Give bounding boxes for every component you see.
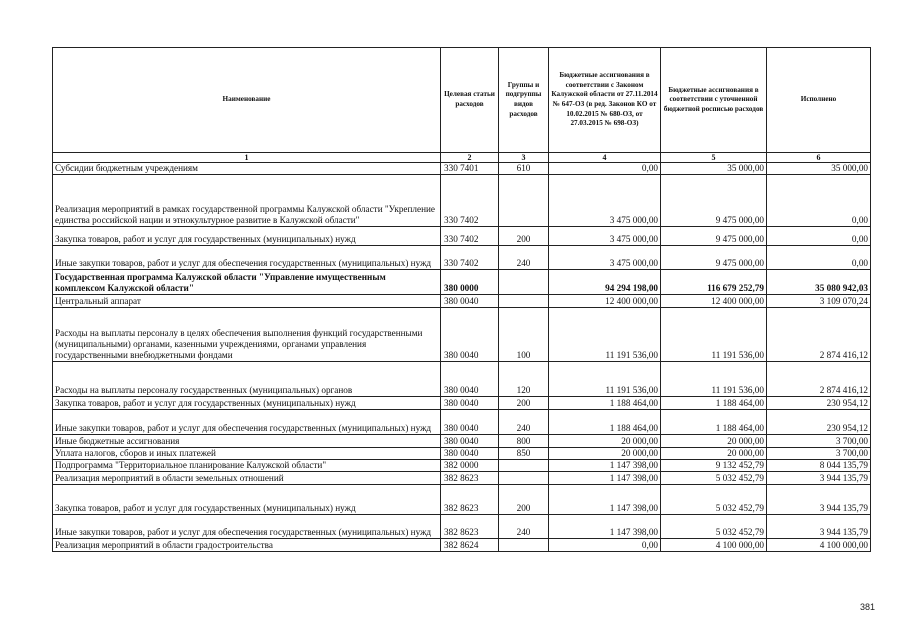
cell-group xyxy=(499,295,549,308)
cell-law: 1 147 398,00 xyxy=(549,515,661,539)
cell-done: 3 109 070,24 xyxy=(767,295,871,308)
cell-refined: 5 032 452,79 xyxy=(661,485,767,515)
cell-name: Реализация мероприятий в области градостроительства xyxy=(53,539,441,552)
cell-code: 380 0040 xyxy=(441,410,499,435)
cell-refined: 9 475 000,00 xyxy=(661,246,767,270)
table-row xyxy=(53,270,871,295)
table-row xyxy=(53,472,871,485)
cell-law: 1 188 464,00 xyxy=(549,397,661,410)
budget-table xyxy=(52,47,871,552)
cell-code: 380 0040 xyxy=(441,295,499,308)
table-body xyxy=(53,163,871,552)
cell-law: 12 400 000,00 xyxy=(549,295,661,308)
table-row xyxy=(53,246,871,270)
cell-group: 850 xyxy=(499,448,549,460)
cell-code: 380 0040 xyxy=(441,397,499,410)
cell-done: 8 044 135,79 xyxy=(767,460,871,472)
column-number: 4 xyxy=(549,153,661,163)
column-number-row xyxy=(53,153,871,163)
cell-name: Закупка товаров, работ и услуг для государственных (муниципальных) нужд xyxy=(53,485,441,515)
cell-code: 382 8623 xyxy=(441,515,499,539)
cell-group: 240 xyxy=(499,410,549,435)
cell-done: 35 000,00 xyxy=(767,163,871,175)
column-number: 1 xyxy=(53,153,441,163)
table-row xyxy=(53,515,871,539)
cell-group: 240 xyxy=(499,515,549,539)
cell-refined: 35 000,00 xyxy=(661,163,767,175)
cell-law: 0,00 xyxy=(549,539,661,552)
cell-done: 3 700,00 xyxy=(767,448,871,460)
cell-group xyxy=(499,270,549,295)
cell-refined: 11 191 536,00 xyxy=(661,308,767,362)
cell-law: 11 191 536,00 xyxy=(549,362,661,397)
cell-name: Уплата налогов, сборов и иных платежей xyxy=(53,448,441,460)
table-row xyxy=(53,460,871,472)
cell-name: Центральный аппарат xyxy=(53,295,441,308)
cell-group xyxy=(499,460,549,472)
table-row xyxy=(53,435,871,448)
cell-code: 380 0040 xyxy=(441,362,499,397)
page-number: 381 xyxy=(860,602,876,612)
cell-law: 1 147 398,00 xyxy=(549,472,661,485)
cell-done: 230 954,12 xyxy=(767,410,871,435)
cell-refined: 5 032 452,79 xyxy=(661,515,767,539)
table-row xyxy=(53,539,871,552)
cell-code: 382 8623 xyxy=(441,485,499,515)
cell-law: 3 475 000,00 xyxy=(549,175,661,227)
cell-code: 380 0040 xyxy=(441,448,499,460)
cell-code: 330 7402 xyxy=(441,175,499,227)
cell-done: 3 700,00 xyxy=(767,435,871,448)
cell-name: Реализация мероприятий в области земельных отношений xyxy=(53,472,441,485)
cell-name: Закупка товаров, работ и услуг для государственных (муниципальных) нужд xyxy=(53,227,441,246)
table-row xyxy=(53,448,871,460)
cell-done: 3 944 135,79 xyxy=(767,472,871,485)
column-number: 6 xyxy=(767,153,871,163)
cell-done: 0,00 xyxy=(767,246,871,270)
cell-code: 330 7401 xyxy=(441,163,499,175)
cell-group: 120 xyxy=(499,362,549,397)
header-name: Наименование xyxy=(53,48,441,153)
cell-law: 1 147 398,00 xyxy=(549,460,661,472)
cell-done: 0,00 xyxy=(767,175,871,227)
cell-name: Расходы на выплаты персоналу государственных (муниципальных) органов xyxy=(53,362,441,397)
cell-code: 330 7402 xyxy=(441,246,499,270)
cell-law: 20 000,00 xyxy=(549,435,661,448)
table-row xyxy=(53,485,871,515)
cell-group: 610 xyxy=(499,163,549,175)
cell-group xyxy=(499,539,549,552)
cell-name: Подпрограмма "Территориальное планирование Калужской области" xyxy=(53,460,441,472)
cell-refined: 20 000,00 xyxy=(661,448,767,460)
cell-done: 230 954,12 xyxy=(767,397,871,410)
cell-refined: 1 188 464,00 xyxy=(661,397,767,410)
table-row xyxy=(53,227,871,246)
cell-name: Государственная программа Калужской области "Управление имущественным комплексом Калужской области" xyxy=(53,270,441,295)
cell-group: 200 xyxy=(499,227,549,246)
header-code: Целевая статьи расходов xyxy=(441,48,499,153)
cell-law: 0,00 xyxy=(549,163,661,175)
cell-name: Закупка товаров, работ и услуг для государственных (муниципальных) нужд xyxy=(53,397,441,410)
cell-law: 1 147 398,00 xyxy=(549,485,661,515)
table-row xyxy=(53,410,871,435)
table-row xyxy=(53,295,871,308)
column-number: 3 xyxy=(499,153,549,163)
cell-name: Иные закупки товаров, работ и услуг для обеспечения государственных (муниципальных) нужд xyxy=(53,515,441,539)
cell-refined: 116 679 252,79 xyxy=(661,270,767,295)
cell-law: 11 191 536,00 xyxy=(549,308,661,362)
cell-code: 380 0000 xyxy=(441,270,499,295)
cell-refined: 9 475 000,00 xyxy=(661,175,767,227)
cell-done: 3 944 135,79 xyxy=(767,515,871,539)
cell-refined: 1 188 464,00 xyxy=(661,410,767,435)
cell-group: 800 xyxy=(499,435,549,448)
cell-done: 3 944 135,79 xyxy=(767,485,871,515)
cell-group: 200 xyxy=(499,397,549,410)
cell-name: Иные бюджетные ассигнования xyxy=(53,435,441,448)
table-row xyxy=(53,175,871,227)
cell-refined: 4 100 000,00 xyxy=(661,539,767,552)
cell-group: 100 xyxy=(499,308,549,362)
cell-law: 94 294 198,00 xyxy=(549,270,661,295)
cell-refined: 11 191 536,00 xyxy=(661,362,767,397)
cell-code: 382 8623 xyxy=(441,472,499,485)
cell-name: Иные закупки товаров, работ и услуг для обеспечения государственных (муниципальных) нужд xyxy=(53,246,441,270)
cell-name: Расходы на выплаты персоналу в целях обеспечения выполнения функций государственными (муниципальными) органами, казенными учреждениями, органами управления государственными внебюджетными фондами xyxy=(53,308,441,362)
cell-done: 4 100 000,00 xyxy=(767,539,871,552)
cell-law: 20 000,00 xyxy=(549,448,661,460)
table-row xyxy=(53,362,871,397)
cell-group: 240 xyxy=(499,246,549,270)
cell-refined: 5 032 452,79 xyxy=(661,472,767,485)
header-done: Исполнено xyxy=(767,48,871,153)
cell-law: 3 475 000,00 xyxy=(549,227,661,246)
cell-group xyxy=(499,175,549,227)
cell-done: 2 874 416,12 xyxy=(767,362,871,397)
cell-group: 200 xyxy=(499,485,549,515)
column-number: 5 xyxy=(661,153,767,163)
cell-code: 380 0040 xyxy=(441,308,499,362)
cell-refined: 12 400 000,00 xyxy=(661,295,767,308)
cell-refined: 9 475 000,00 xyxy=(661,227,767,246)
cell-name: Субсидии бюджетным учреждениям xyxy=(53,163,441,175)
header-row xyxy=(53,48,871,153)
cell-law: 1 188 464,00 xyxy=(549,410,661,435)
cell-name: Реализация мероприятий в рамках государственной программы Калужской области "Укрепление единства российской нации и этнокультурное развитие в Калужской области" xyxy=(53,175,441,227)
cell-done: 35 080 942,03 xyxy=(767,270,871,295)
cell-code: 382 8624 xyxy=(441,539,499,552)
header-law: Бюджетные ассигнования в соответствии с Законом Калужской области от 27.11.2014 № 647-ОЗ (в ред. Законов КО от 10.02.2015 № 680-ОЗ, от 27.03.2015 № 698-ОЗ) xyxy=(549,48,661,153)
table-row xyxy=(53,163,871,175)
cell-refined: 9 132 452,79 xyxy=(661,460,767,472)
header-refined: Бюджетные ассигнования в соответствии с уточненной бюджетной росписью расходов xyxy=(661,48,767,153)
cell-code: 382 0000 xyxy=(441,460,499,472)
table-row xyxy=(53,397,871,410)
cell-refined: 20 000,00 xyxy=(661,435,767,448)
cell-code: 330 7402 xyxy=(441,227,499,246)
cell-law: 3 475 000,00 xyxy=(549,246,661,270)
column-number: 2 xyxy=(441,153,499,163)
cell-done: 0,00 xyxy=(767,227,871,246)
table-row xyxy=(53,308,871,362)
cell-code: 380 0040 xyxy=(441,435,499,448)
cell-name: Иные закупки товаров, работ и услуг для обеспечения государственных (муниципальных) нужд xyxy=(53,410,441,435)
header-group: Группы и подгруппы видов расходов xyxy=(499,48,549,153)
cell-done: 2 874 416,12 xyxy=(767,308,871,362)
cell-group xyxy=(499,472,549,485)
